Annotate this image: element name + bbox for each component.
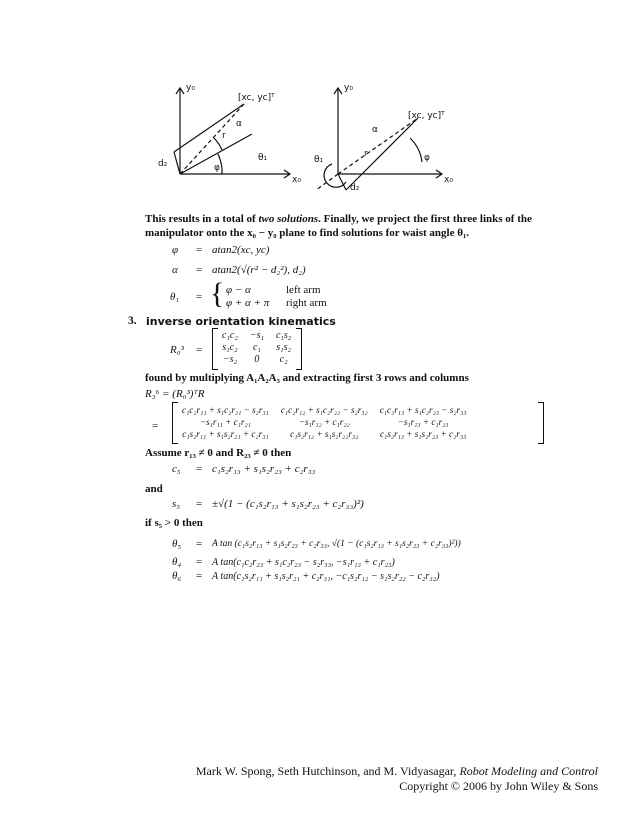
- matrix-cell: c₁c₂r₁₂ + s₁c₂r₂₂ − s₂r₃₂: [280, 405, 368, 415]
- eq-c5-rhs: c₁s₂r₁₃ + s₁s₂r₂₃ + c₂r₃₃: [212, 463, 316, 475]
- matrix-cell: 0: [254, 354, 260, 365]
- matrix-row: [176, 428, 473, 440]
- equals-sign: =: [196, 463, 203, 475]
- matrix-cell: c₁s₂r₁₂ + s₁s₂r₂₂r₃₂: [290, 429, 359, 439]
- case2-expr: φ + α + π: [226, 297, 270, 309]
- text-run: This results in a total of: [145, 213, 259, 225]
- eq-theta1-lhs: θ₁: [170, 291, 180, 303]
- equals-sign: =: [196, 291, 203, 303]
- case1-expr: φ − α: [226, 284, 251, 296]
- step-number: 3.: [128, 315, 137, 327]
- equals-sign: =: [152, 420, 159, 432]
- eq-theta6-lhs: θ₆: [172, 570, 182, 582]
- x-axis-label: x₀: [444, 175, 453, 185]
- matrix-cell: −s₁r₁₂ + c₁r₂₂: [298, 417, 350, 427]
- eq-alpha-rhs: atan2(√(r² − d₂²), d₂): [212, 264, 306, 276]
- r36-matrix: [176, 404, 473, 440]
- eq-alpha-lhs: α: [172, 264, 178, 276]
- right-arm-diagram: [310, 78, 460, 200]
- y-axis-label: y₀: [344, 83, 353, 93]
- theta-label: θ₁: [314, 155, 324, 165]
- emphasis: two solutions: [258, 213, 319, 225]
- footer-authors: Mark W. Spong, Seth Hutchinson, and M. Vidyasagar,: [195, 764, 460, 778]
- alpha-label: α: [372, 125, 378, 135]
- equals-sign: =: [196, 244, 203, 256]
- x-axis-label: x₀: [292, 175, 301, 185]
- matrix-bracket-right: [296, 328, 302, 370]
- assume-text: Assume r₁₃ ≠ 0 and R₂₃ ≠ 0 then: [145, 447, 292, 459]
- eq-theta5-rhs: A tan (c₁s₂r₁₃ + s₁s₂r₂₃ + c₂r₃₃, √(1 − (c₁s₂r₁₃ + s₁s₂r₂₃ + c₂r₃₃)²)): [212, 539, 461, 549]
- point-label: [xc, yc]ᵀ: [408, 111, 445, 121]
- matrix-row: [176, 404, 473, 416]
- matrix-row: [176, 416, 473, 428]
- offset-label: d₂: [350, 183, 360, 193]
- eq-s5-rhs: ±√(1 − (c₁s₂r₁₃ + s₁s₂r₂₃ + c₂r₃₃)²): [212, 498, 364, 510]
- matrix-cell: c₁c₂r₁₁ + s₁c₂r₂₁ − s₂r₃₁: [182, 405, 269, 415]
- case1-label: left arm: [286, 284, 321, 296]
- matrix-bracket-right: [538, 402, 544, 444]
- matrix-cell: c₁s₂r₁₃ + s₁s₂r₂₃ + c₂r₃₃: [379, 429, 467, 439]
- r36-definition: R₃⁶ = (R₀³)ᵀR: [145, 388, 205, 400]
- paragraph-line-2: manipulator onto the x₀ − y₀ plane to find solutions for waist angle θ₁.: [145, 227, 470, 239]
- equals-sign: =: [196, 556, 203, 568]
- theta-label: θ₁: [258, 153, 268, 163]
- equals-sign: =: [196, 498, 203, 510]
- equals-sign: =: [196, 344, 203, 356]
- matrix-row: [216, 330, 297, 342]
- if-s5-text: if s₅ > 0 then: [145, 517, 203, 529]
- eq-theta5-lhs: θ₅: [172, 538, 182, 550]
- radius-line: [180, 104, 244, 174]
- alpha-label: α: [236, 119, 242, 129]
- step-title: inverse orientation kinematics: [146, 315, 336, 328]
- equals-sign: =: [196, 264, 203, 276]
- matrix-cell: c₁s₂r₁₁ + s₁s₂r₂₁ + c₂r₃₁: [182, 429, 269, 439]
- offset-label: d₂: [158, 159, 168, 169]
- left-arm-diagram: [152, 78, 304, 200]
- paragraph-line-1: [145, 213, 540, 226]
- y-axis-label: y₀: [186, 83, 195, 93]
- matrix-cell: −s₂: [222, 354, 237, 365]
- eq-theta4-lhs: θ₄: [172, 556, 182, 568]
- footer-book-title: Robot Modeling and Control: [459, 764, 598, 778]
- matrix-cell: s₁s₂: [276, 342, 291, 353]
- r03-matrix: [216, 330, 297, 366]
- footer-copyright: Copyright © 2006 by John Wiley & Sons: [399, 779, 598, 793]
- text-run: . Finally, we project the first three links of the: [318, 213, 532, 225]
- matrix-cell: c₁c₂: [222, 330, 238, 341]
- and-text: and: [145, 483, 163, 495]
- eq-theta4-rhs: A tan(c₁c₂r₂₃ + s₁c₂r₂₃ − s₂r₃₃, −s₁r₁₃ + c₁r₂₃): [212, 557, 395, 568]
- matrix-row: [216, 342, 297, 354]
- matrix-cell: c₁: [252, 342, 261, 353]
- eq-theta6-rhs: A tan(c₁s₂r₁₁ + s₁s₂r₂₁ + c₂r₃₁, −c₁s₂r₁₂ − s₁s₂r₂₂ − c₂r₃₂): [212, 571, 440, 582]
- equals-sign: =: [196, 570, 203, 582]
- phi-label: φ: [214, 163, 220, 173]
- matrix-cell: s₁c₂: [222, 342, 238, 353]
- equals-sign: =: [196, 538, 203, 550]
- matrix-cell: c₁c₂r₁₃ + s₁c₂r₂₃ − s₂r₃₃: [379, 405, 467, 415]
- matrix-cell: −s₁r₁₃ + c₁r₂₃: [397, 417, 449, 427]
- matrix-cell: −s₁r₁₁ + c₁r₂₁: [199, 417, 251, 427]
- matrix-cell: c₂: [279, 354, 288, 365]
- footer-line-1: [196, 764, 598, 779]
- eq-s5-lhs: s₅: [172, 498, 181, 510]
- phi-label: φ: [424, 153, 430, 163]
- eq-c5-lhs: c₅: [172, 463, 181, 475]
- left-brace: {: [210, 277, 225, 310]
- found-by-text: found by multiplying A₁A₂A₃ and extracting first 3 rows and columns: [145, 372, 469, 384]
- matrix-row: [216, 354, 297, 366]
- matrix-cell: c₁s₂: [275, 330, 292, 341]
- matrix-cell: −s₁: [249, 330, 264, 341]
- eq-phi-rhs: atan2(xc, yc): [212, 244, 270, 256]
- radius-label: r: [364, 149, 368, 159]
- eq-phi-lhs: φ: [172, 244, 179, 256]
- radius-label: r: [222, 131, 226, 141]
- footer-citation: [196, 764, 598, 794]
- r03-lhs: R₀³: [170, 344, 184, 356]
- case2-label: right arm: [286, 297, 327, 309]
- point-label: [xc, yc]ᵀ: [238, 93, 275, 103]
